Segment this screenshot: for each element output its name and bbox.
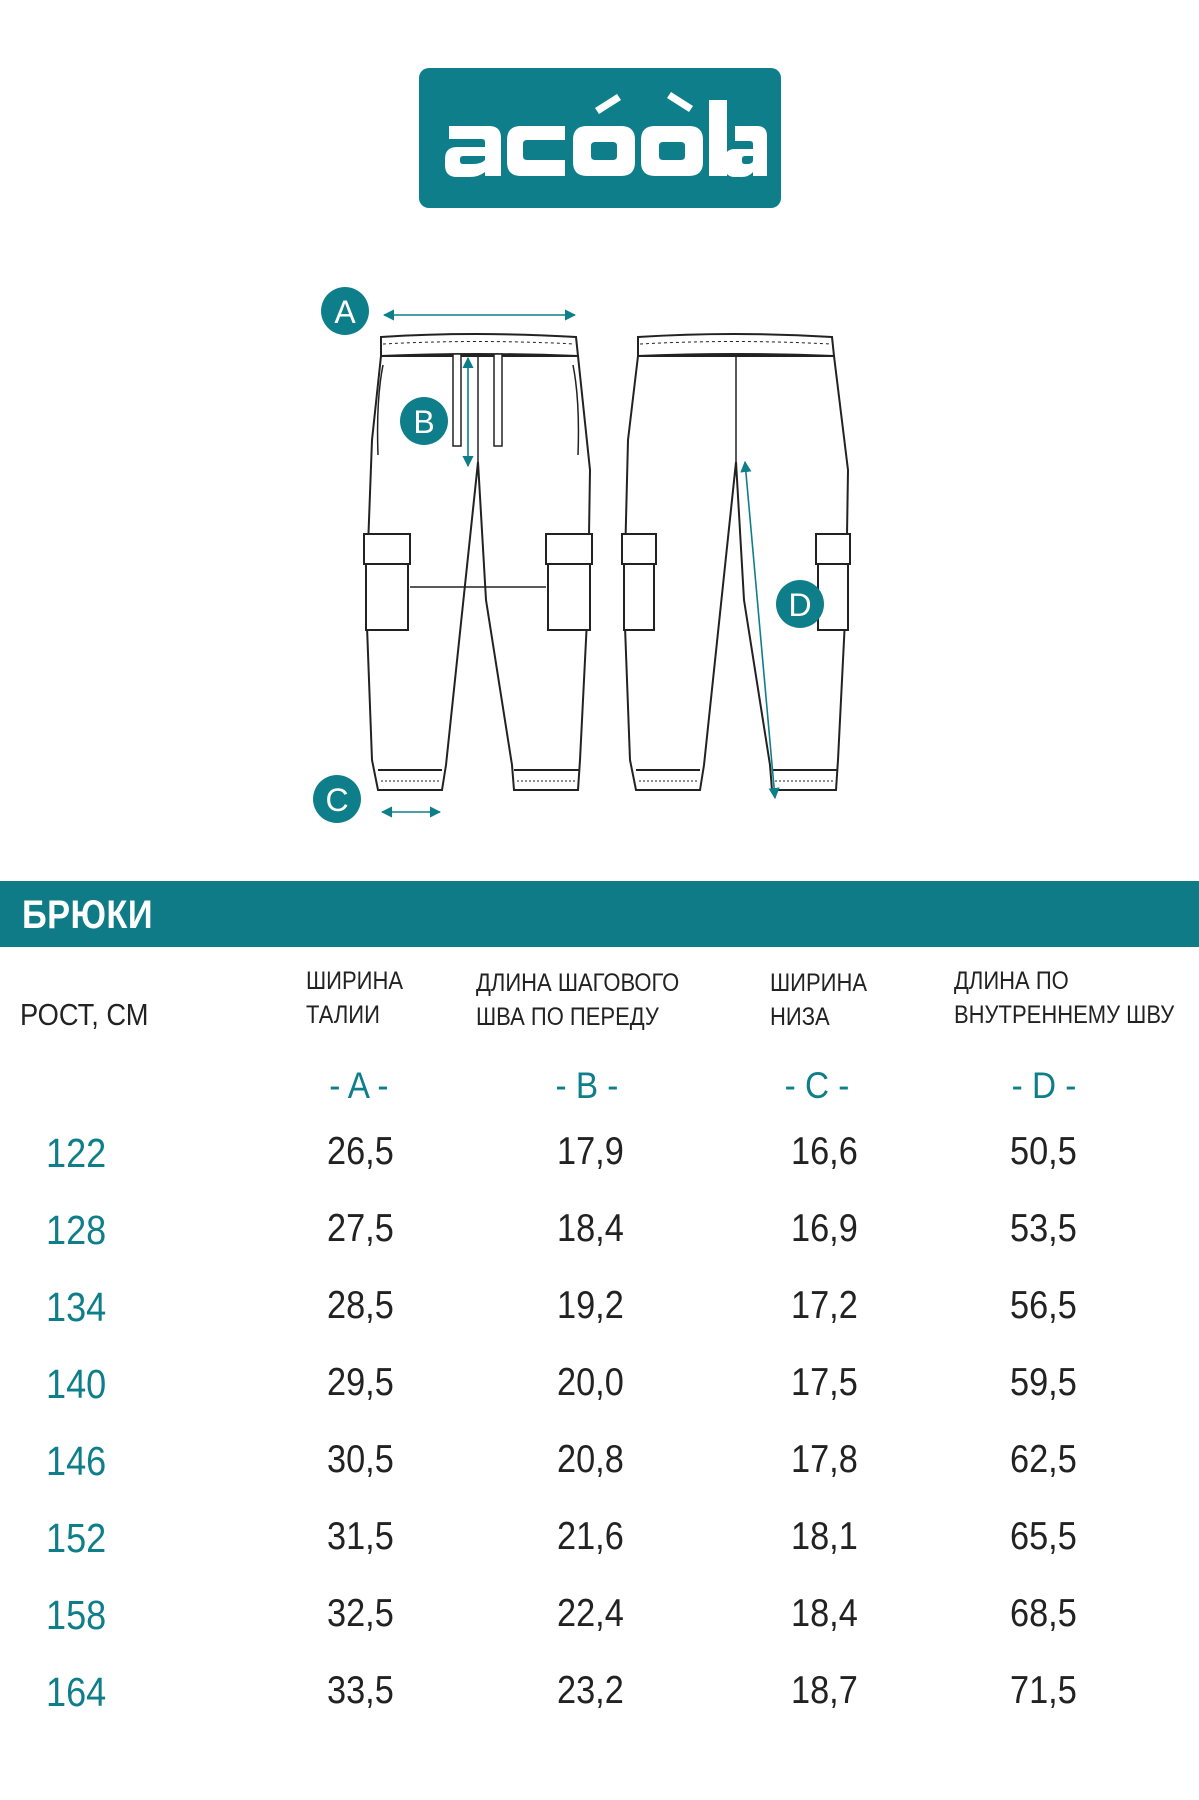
column-header-c (770, 966, 867, 1034)
marker-a (321, 287, 369, 335)
table-row (0, 1284, 1199, 1344)
column-letter-d: - D - (1011, 1065, 1077, 1106)
front-rise-cell: 20,0 (557, 1361, 624, 1404)
marker-c (313, 775, 361, 823)
front-rise-cell: 18,4 (557, 1207, 624, 1250)
brand-logo (419, 68, 781, 208)
height-cell: 128 (46, 1207, 107, 1253)
height-cell: 146 (46, 1438, 107, 1484)
svg-text:B: B (413, 404, 435, 440)
column-letter-c: - C - (784, 1065, 850, 1106)
table-row (0, 1669, 1199, 1729)
hem-width-cell: 16,6 (791, 1130, 858, 1173)
inseam-cell: 71,5 (1010, 1669, 1077, 1712)
height-cell: 152 (46, 1515, 107, 1561)
column-letter-b: - B - (555, 1065, 619, 1106)
table-row (0, 1361, 1199, 1421)
column-header-line: НИЗА (770, 1003, 830, 1031)
section-band (0, 881, 1199, 947)
pants-diagram (0, 250, 1199, 840)
svg-text:A: A (334, 294, 356, 330)
front-rise-cell: 22,4 (557, 1592, 624, 1635)
column-header-line: ШИРИНА (306, 967, 404, 995)
front-rise-cell: 20,8 (557, 1438, 624, 1481)
inseam-cell: 50,5 (1010, 1130, 1077, 1173)
inseam-cell: 53,5 (1010, 1207, 1077, 1250)
column-header-a (306, 964, 403, 1032)
height-cell: 134 (46, 1284, 107, 1330)
column-header-line: ТАЛИИ (306, 1001, 380, 1029)
inseam-cell: 62,5 (1010, 1438, 1077, 1481)
marker-b (400, 397, 448, 445)
column-header-d (954, 964, 1174, 1032)
inseam-cell: 68,5 (1010, 1592, 1077, 1635)
front-rise-cell: 21,6 (557, 1515, 624, 1558)
svg-text:D: D (788, 587, 812, 623)
hem-width-cell: 18,1 (791, 1515, 858, 1558)
waist-width-cell: 26,5 (327, 1130, 394, 1173)
column-header-line: ШВА ПО ПЕРЕДУ (476, 1003, 659, 1031)
height-cell: 122 (46, 1130, 107, 1176)
waist-width-cell: 31,5 (327, 1515, 394, 1558)
inseam-cell: 59,5 (1010, 1361, 1077, 1404)
inseam-cell: 56,5 (1010, 1284, 1077, 1327)
height-cell: 164 (46, 1669, 107, 1715)
logo-wordmark (419, 68, 781, 208)
table-row (0, 1438, 1199, 1498)
column-header-b (476, 966, 679, 1034)
column-header-line: ДЛИНА ПО (954, 967, 1069, 995)
waist-width-cell: 28,5 (327, 1284, 394, 1327)
section-title: БРЮКИ (22, 893, 154, 937)
hem-width-cell: 17,8 (791, 1438, 858, 1481)
table-row (0, 1515, 1199, 1575)
waist-width-cell: 27,5 (327, 1207, 394, 1250)
waist-width-cell: 29,5 (327, 1361, 394, 1404)
column-header-line: ШИРИНА (770, 969, 868, 997)
height-cell: 158 (46, 1592, 107, 1638)
pants-front-view (364, 334, 592, 790)
height-cell: 140 (46, 1361, 107, 1407)
height-header: РОСТ, СМ (20, 997, 149, 1032)
column-header-line: ВНУТРЕННЕМУ ШВУ (954, 1001, 1175, 1029)
svg-text:C: C (325, 782, 349, 818)
pants-back-view (622, 334, 850, 790)
front-rise-cell: 23,2 (557, 1669, 624, 1712)
hem-width-cell: 16,9 (791, 1207, 858, 1250)
waist-width-cell: 32,5 (327, 1592, 394, 1635)
front-rise-cell: 19,2 (557, 1284, 624, 1327)
inseam-cell: 65,5 (1010, 1515, 1077, 1558)
table-row (0, 1207, 1199, 1267)
column-header-line: ДЛИНА ШАГОВОГО (476, 969, 680, 997)
column-letter-a: - A - (329, 1065, 389, 1106)
hem-width-cell: 17,2 (791, 1284, 858, 1327)
front-rise-cell: 17,9 (557, 1130, 624, 1173)
hem-width-cell: 17,5 (791, 1361, 858, 1404)
hem-width-cell: 18,7 (791, 1669, 858, 1712)
waist-width-cell: 30,5 (327, 1438, 394, 1481)
table-row (0, 1130, 1199, 1190)
hem-width-cell: 18,4 (791, 1592, 858, 1635)
waist-width-cell: 33,5 (327, 1669, 394, 1712)
marker-d (776, 580, 824, 628)
table-row (0, 1592, 1199, 1652)
